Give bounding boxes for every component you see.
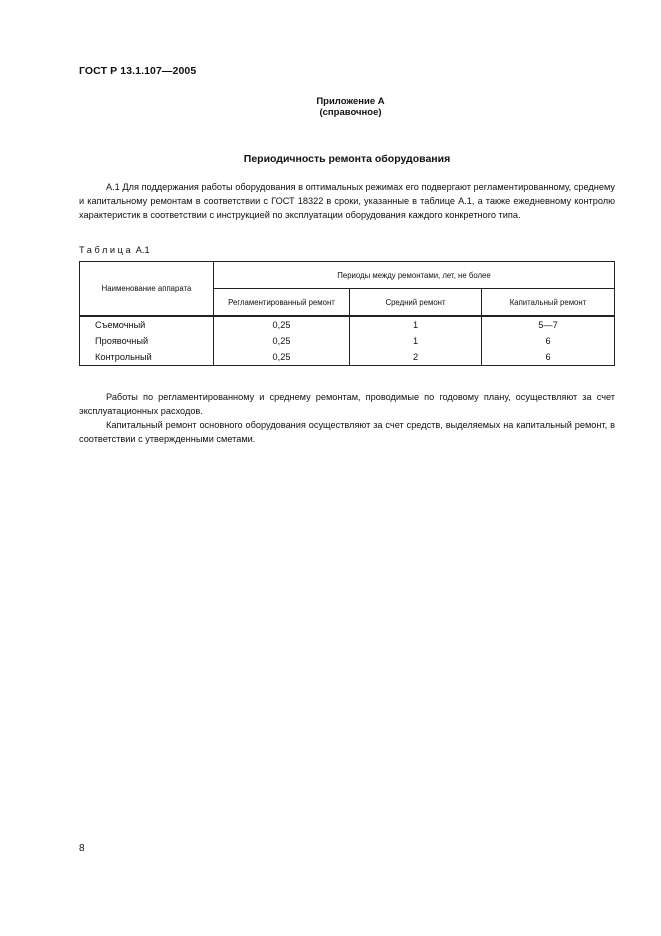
apparatus-name: Съемочный <box>80 316 214 333</box>
subheader-capital-repair: Капитальный ремонт <box>482 289 615 317</box>
regulated-period: 0,25 <box>214 349 350 366</box>
document-standard-code: ГОСТ Р 13.1.107—2005 <box>79 65 197 77</box>
capital-period: 6 <box>482 349 615 366</box>
paragraph-a1: А.1 Для поддержания работы оборудования в оптимальных режимах его подвергают регламентированному, среднему и капитальному ремонтам в соответствии с ГОСТ 18322 в сроки, указанные в таблице А.1, а также ежедневному контролю характеристик в соответствии с инструкцией по эксплуатации оборудования каждого конкретного типа. <box>79 182 615 220</box>
table-caption-label: Таблица <box>79 245 134 255</box>
subheader-regulated-repair: Регламентированный ремонт <box>214 289 350 317</box>
table-row <box>80 316 615 333</box>
table-row <box>80 333 615 349</box>
section-title: Периодичность ремонта оборудования <box>243 153 451 165</box>
subheader-medium-repair: Средний ремонт <box>350 289 482 317</box>
apparatus-name: Контрольный <box>80 349 214 366</box>
appendix-title: Приложение А <box>316 96 385 107</box>
header-apparatus-name: Наименование аппарата <box>80 262 214 317</box>
medium-period: 1 <box>350 333 482 349</box>
medium-period: 2 <box>350 349 482 366</box>
page-number: 8 <box>79 843 85 854</box>
table-row <box>80 349 615 366</box>
table-caption-number: А.1 <box>135 245 150 255</box>
regulated-period: 0,25 <box>214 316 350 333</box>
apparatus-name: Проявочный <box>80 333 214 349</box>
paragraph-capital-funding: Капитальный ремонт основного оборудования осуществляют за счет средств, выделяемых на капитальный ремонт, в соответствии с утвержденными сметами. <box>79 420 615 444</box>
header-repair-periods: Периоды между ремонтами, лет, не более <box>214 262 615 289</box>
appendix-status: (справочное) <box>319 107 382 118</box>
capital-period: 6 <box>482 333 615 349</box>
appendix-heading <box>0 96 661 118</box>
regulated-period: 0,25 <box>214 333 350 349</box>
table-caption <box>79 245 150 255</box>
repair-periods-table <box>79 261 615 366</box>
medium-period: 1 <box>350 316 482 333</box>
paragraph-works-funding: Работы по регламентированному и среднему ремонтам, проводимые по годовому плану, осуществляют за счет эксплуатационных расходов. <box>79 392 615 416</box>
capital-period: 5—7 <box>482 316 615 333</box>
